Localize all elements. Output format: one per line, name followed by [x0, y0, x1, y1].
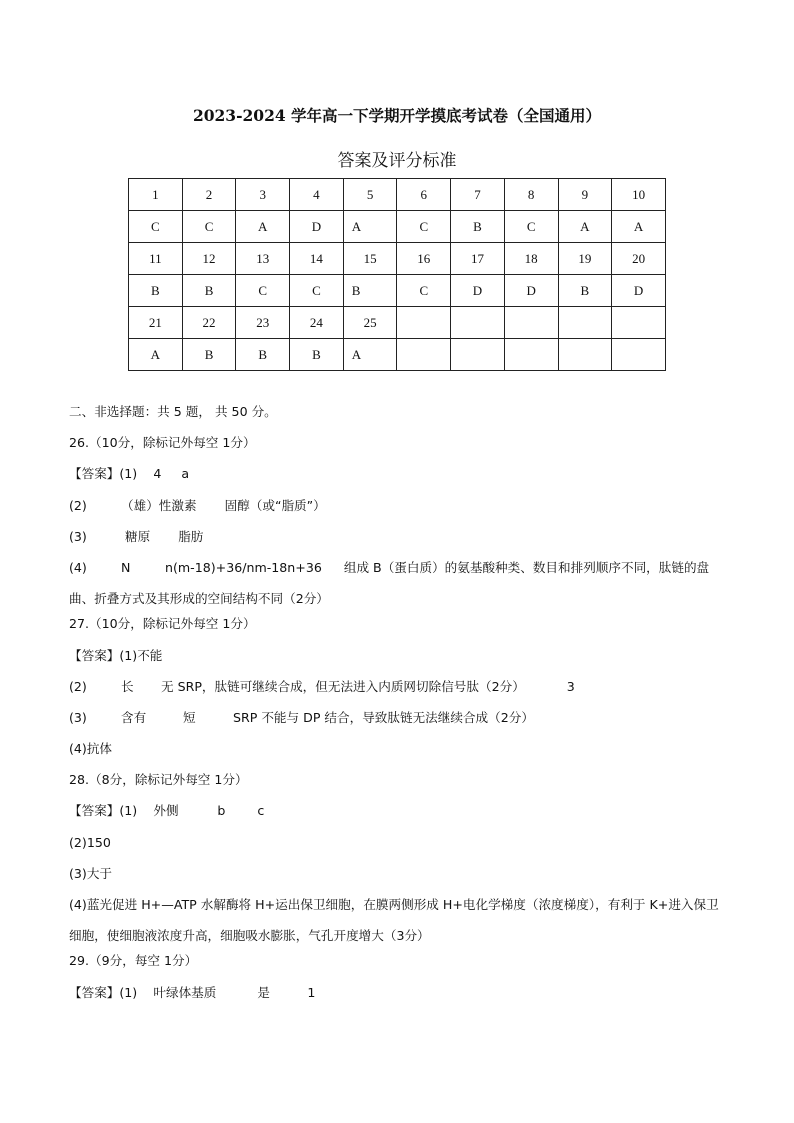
answer-value: (1)不能: [119, 647, 163, 663]
table-row: [129, 211, 666, 243]
item-number: (1): [119, 803, 138, 819]
table-cell: B: [182, 339, 236, 371]
answer-value: 脂肪: [178, 528, 204, 544]
table-row: [129, 275, 666, 307]
table-cell: 12: [182, 243, 236, 275]
item-number: (1): [119, 466, 138, 482]
answer-section: [69, 402, 729, 1014]
table-cell: A: [129, 339, 183, 371]
table-cell: B: [236, 339, 290, 371]
table-cell: D: [504, 275, 558, 307]
answer-value: 长: [121, 678, 134, 694]
q27-answer-2: [69, 677, 729, 708]
item-number: (1): [119, 984, 138, 1000]
table-cell: C: [397, 211, 451, 243]
item-number: (3): [69, 528, 87, 544]
table-cell: 3: [236, 179, 290, 211]
item-number: (2): [69, 678, 87, 694]
table-cell: 15: [343, 243, 397, 275]
table-cell: 9: [558, 179, 612, 211]
table-cell: 21: [129, 307, 183, 339]
answer-label: 【答案】: [69, 803, 120, 819]
answer-value: 是: [257, 984, 270, 1000]
answer-value: c: [257, 803, 265, 819]
table-cell: [451, 307, 505, 339]
q27-header: 27.（10分，除标记外每空 1分）: [69, 616, 256, 632]
table-cell: 7: [451, 179, 505, 211]
table-cell: 16: [397, 243, 451, 275]
item-number: (4): [69, 559, 87, 575]
table-cell: 20: [612, 243, 666, 275]
table-cell: C: [290, 275, 344, 307]
section-heading: 二、非选择题：共 5 题， 共 50 分。: [69, 404, 277, 419]
table-cell: [397, 307, 451, 339]
q28-answer-2: (2)150: [69, 834, 111, 850]
q26-answer-1: [69, 464, 729, 495]
answer-table: [128, 178, 666, 371]
table-cell: B: [290, 339, 344, 371]
answer-value: 4: [153, 466, 162, 482]
page-subtitle: 答案及评分标准: [337, 151, 457, 171]
q26-header: 26.（10分，除标记外每空 1分）: [69, 435, 256, 451]
table-cell: 17: [451, 243, 505, 275]
item-number: (3): [69, 709, 87, 725]
table-cell: A: [343, 211, 397, 243]
table-cell: 8: [504, 179, 558, 211]
answer-value: 糖原: [125, 528, 151, 544]
table-cell: 4: [290, 179, 344, 211]
answer-value: 组成 B（蛋白质）的氨基酸种类、数目和排列顺序不同，肽链的盘曲、折叠方式及其形成的空间结构不同（2分）: [69, 559, 710, 607]
answer-value: 外侧: [153, 803, 179, 819]
table-cell: C: [182, 211, 236, 243]
table-cell: [558, 307, 612, 339]
answer-value: 短: [183, 709, 196, 725]
table-cell: [612, 339, 666, 371]
table-cell: B: [558, 275, 612, 307]
table-cell: A: [558, 211, 612, 243]
answer-value: N: [121, 559, 131, 575]
table-cell: 6: [397, 179, 451, 211]
table-cell: D: [612, 275, 666, 307]
table-cell: 22: [182, 307, 236, 339]
item-number: (2): [69, 497, 87, 513]
table-cell: C: [397, 275, 451, 307]
q26-answer-3: [69, 527, 729, 558]
answer-value: 1: [307, 984, 316, 1000]
answer-value: 3: [566, 678, 575, 694]
table-cell: 2: [182, 179, 236, 211]
q28-answer-1: [69, 801, 729, 832]
q27-answer-4: (4)抗体: [69, 741, 113, 757]
table-row: [129, 307, 666, 339]
table-cell: C: [129, 211, 183, 243]
table-cell: 5: [343, 179, 397, 211]
answer-value: 含有: [121, 709, 147, 725]
table-cell: 25: [343, 307, 397, 339]
answer-value: a: [181, 466, 190, 482]
table-cell: A: [343, 339, 397, 371]
q26-answer-2: [69, 496, 729, 527]
table-cell: [451, 339, 505, 371]
table-cell: D: [451, 275, 505, 307]
table-cell: 19: [558, 243, 612, 275]
page-title: 2023-2024 学年高一下学期开学摸底考试卷（全国通用）: [192, 106, 602, 125]
table-cell: 24: [290, 307, 344, 339]
answer-label: 【答案】: [69, 984, 120, 1000]
table-cell: C: [504, 211, 558, 243]
table-cell: B: [343, 275, 397, 307]
answer-value: 无 SRP，肽链可继续合成，但无法进入内质网切除信号肽（2分）: [161, 678, 525, 694]
answer-label: 【答案】: [69, 647, 120, 663]
table-cell: D: [290, 211, 344, 243]
answer-value: SRP 不能与 DP 结合，导致肽链无法继续合成（2分）: [233, 709, 534, 725]
table-row: [129, 243, 666, 275]
table-cell: B: [451, 211, 505, 243]
q28-answer-3: (3)大于: [69, 865, 113, 881]
table-cell: A: [612, 211, 666, 243]
table-cell: B: [129, 275, 183, 307]
table-cell: [504, 339, 558, 371]
table-cell: [558, 339, 612, 371]
table-cell: [504, 307, 558, 339]
table-cell: [397, 339, 451, 371]
answer-label: 【答案】: [69, 466, 120, 482]
table-cell: 10: [612, 179, 666, 211]
q26-answer-4: [69, 558, 729, 614]
table-cell: 23: [236, 307, 290, 339]
q29-header: 29.（9分，每空 1分）: [69, 953, 198, 969]
table-cell: 1: [129, 179, 183, 211]
answer-value: 叶绿体基质: [153, 984, 217, 1000]
q28-header: 28.（8分，除标记外每空 1分）: [69, 772, 248, 788]
q27-answer-3: [69, 708, 729, 739]
table-cell: C: [236, 275, 290, 307]
answer-value: 固醇（或“脂质”）: [224, 497, 326, 513]
table-cell: B: [182, 275, 236, 307]
answer-value: b: [217, 803, 226, 819]
table-row: [129, 339, 666, 371]
answer-value: （雄）性激素: [121, 497, 197, 513]
table-cell: A: [236, 211, 290, 243]
q28-answer-4: (4)蓝光促进 H+—ATP 水解酶将 H+运出保卫细胞，在膜两侧形成 H+电化学梯度（浓度梯度），有利于 K+进入保卫细胞，使细胞液浓度升高，细胞吸水膨胀，气孔开度增大（3分）: [69, 897, 719, 944]
table-cell: 18: [504, 243, 558, 275]
answer-value: n(m-18)+36/nm-18n+36: [165, 559, 322, 575]
table-cell: [612, 307, 666, 339]
table-cell: 11: [129, 243, 183, 275]
table-row: [129, 179, 666, 211]
q27-answer-1: [69, 646, 729, 677]
q29-answer-1: [69, 983, 729, 1014]
table-cell: 14: [290, 243, 344, 275]
table-cell: 13: [236, 243, 290, 275]
